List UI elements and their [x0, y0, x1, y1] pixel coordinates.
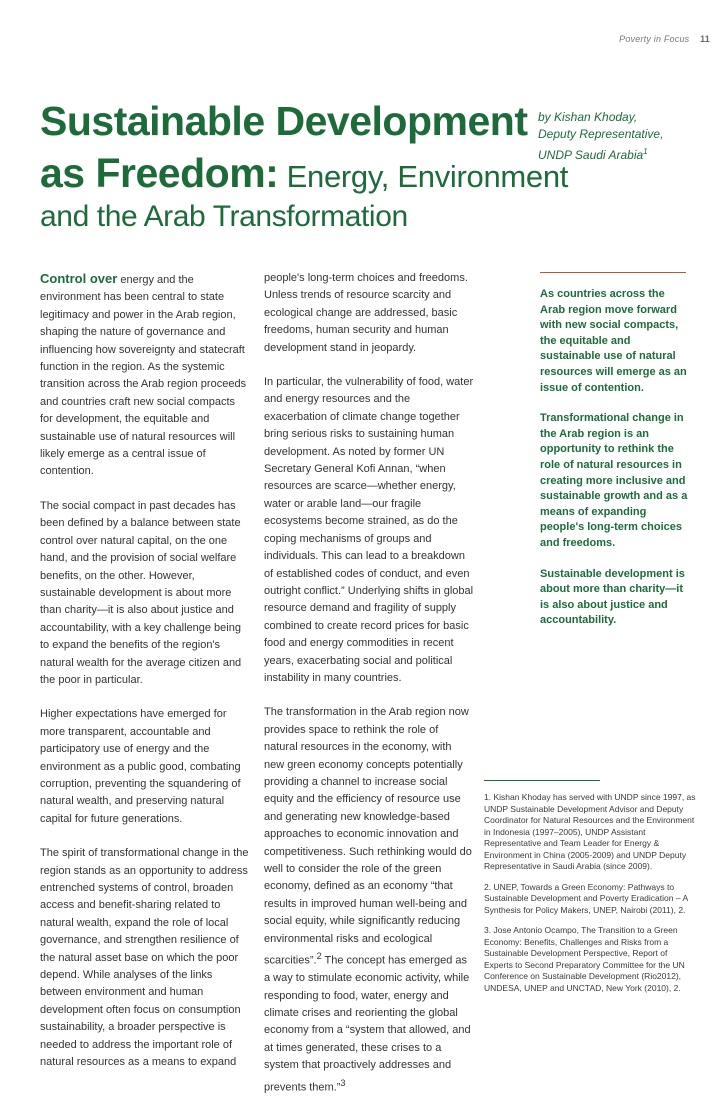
footnote-divider — [484, 780, 600, 781]
paragraph: The transformation in the Arab region now provides space to rethink the role of natural resources in the economy, with new green economy concepts potentially providing a channel to increase social equity and the efficiency of resource use and generating new knowledge-based approaches to economic innovation and competitiveness. Such rethinking would do well to consider the role of the green economy, defined as an economy “that results in improved human well-being and social equity, while significantly reducing environmental risks and ecological scarcities”.$^2$ The concept has emerged as a way to stimulate economic activity, while responding to food, water, energy and climate crises and reorienting the global economy from a “system that allowed, and at times generated, these crises to a system that proactively addresses and prevents them.”$^3$ — [264, 706, 472, 1094]
byline-role: Deputy Representative, — [538, 127, 664, 141]
footnote: 1. Kishan Khoday has served with UNDP since 1997, as UNDP Sustainable Development Advisor and Deputy Coordinator for Natural Resources and the Environment in Indonesia (1997–2005), UNDP Assistant Representative and Team Leader for Energy & Environment in China (2005-2009) and UNDP Deputy Representative in Saudi Arabia (since 2009). — [484, 792, 696, 871]
pullquote-text: As countries across the Arab region move forward with new social compacts, the equitable and sustainable use of natural resources will emerge as an issue of contention. — [540, 288, 687, 394]
pullquote — [540, 287, 688, 644]
pullquote-text: Transformational change in the Arab region is an opportunity to rethink the role of natural resources in creating more inclusive and sustainable growth and as a means of expanding people's long-term choices and freedoms. — [540, 412, 688, 549]
footnote-ref-1: 1 — [643, 147, 648, 156]
paragraph: The spirit of transformational change in the region stands as an opportunity to address entrenched systems of control, broaden access and benefit-sharing related to natural wealth, expand the role of local governance, and strengthen resilience of the natural asset base on which the poor depend. While analyses of the links between environment and human development often focus on consumption sustainability, a broader perspective is needed to address the important role of natural resources as a means to expand — [40, 847, 249, 1069]
page-number: 11 — [700, 34, 710, 44]
body-column-2 — [264, 270, 474, 1114]
pullquote-text: Sustainable development is about more than charity—it is also about justice and accountability. — [540, 567, 685, 627]
body-column-1 — [40, 270, 250, 1088]
footnote-ref-2: 2 — [316, 951, 322, 962]
paragraph: In particular, the vulnerability of food, water and energy resources and the exacerbation of climate change together bring serious risks to sustaining human development. As noted by former UN Secretary General Kofi Annan, “when resources are scarce—whether energy, water or arable land—our fragile ecosystems become strained, as do the coping mechanisms of groups and individuals. This can lead to a breakdown of established codes of conduct, and even outright conflict.” Underlying shifts in global resource demand and fragility of supply combined to create record prices for basic food and energy commodities in recent years, exacerbating social and political instability in many countries. — [264, 376, 474, 684]
footnotes — [484, 792, 696, 1003]
article-title-line-3: and the Arab Transformation — [40, 200, 408, 233]
title-rest-part: Energy, Environment — [278, 159, 569, 194]
paragraph: Control over energy and the environment has been central to state legitimacy and power in the Arab region, shaping the nature of governance and influencing how sovereignty and statecraft function in the region. As the systemic transition across the Arab region proceeds and countries craft new social compacts for development, the equitable and sustainable use of natural resources will likely emerge as a central issue of contention. — [40, 271, 247, 478]
footnote: 2. UNEP, Towards a Green Economy: Pathways to Sustainable Development and Poverty Eradication – A Synthesis for Policy Makers, UNEP, Nairobi (2011), 2. — [484, 881, 688, 915]
byline-org: UNDP Saudi Arabia$^1$ — [538, 147, 648, 162]
running-header — [619, 34, 710, 44]
footnote-ref-3: 3 — [340, 1077, 346, 1088]
paragraph: The social compact in past decades has been defined by a balance between state control over natural capital, on the one hand, and the provision of social welfare benefits, on the other. However, sustainable development is about more than charity—it is also about justice and accountability, with a key challenge being to expand the benefits of the region's natural wealth for the average citizen and the poor in particular. — [40, 499, 242, 686]
author-byline — [538, 109, 708, 164]
article-title-line-1: Sustainable Development — [40, 98, 528, 144]
pullquote-divider — [540, 272, 686, 273]
title-bold-part: as Freedom: — [40, 150, 279, 196]
lead-in: Control over — [40, 271, 118, 286]
paragraph: Higher expectations have emerged for more transparent, accountable and participatory use of energy and the environment as a public good, combating corruption, preventing the squandering of natural wealth, and preserving natural capital for future generations. — [40, 708, 241, 825]
footnote: 3. Jose Antonio Ocampo, The Transition to a Green Economy: Benefits, Challenges and Risks from a Sustainable Development Perspective, Report of Experts to Second Preparatory Committee for the UN Conference on Sustainable Development (Rio2012), UNDESA, UNEP and UNCTAD, New York (2010), 2. — [484, 925, 685, 993]
publication-title: Poverty in Focus — [619, 34, 690, 44]
article-title-line-2 — [40, 150, 568, 197]
byline-author: by Kishan Khoday, — [538, 110, 638, 124]
paragraph: people's long-term choices and freedoms. Unless trends of resource scarcity and ecological change are addressed, basic freedoms, human security and human development stand in jeopardy. — [264, 272, 468, 354]
